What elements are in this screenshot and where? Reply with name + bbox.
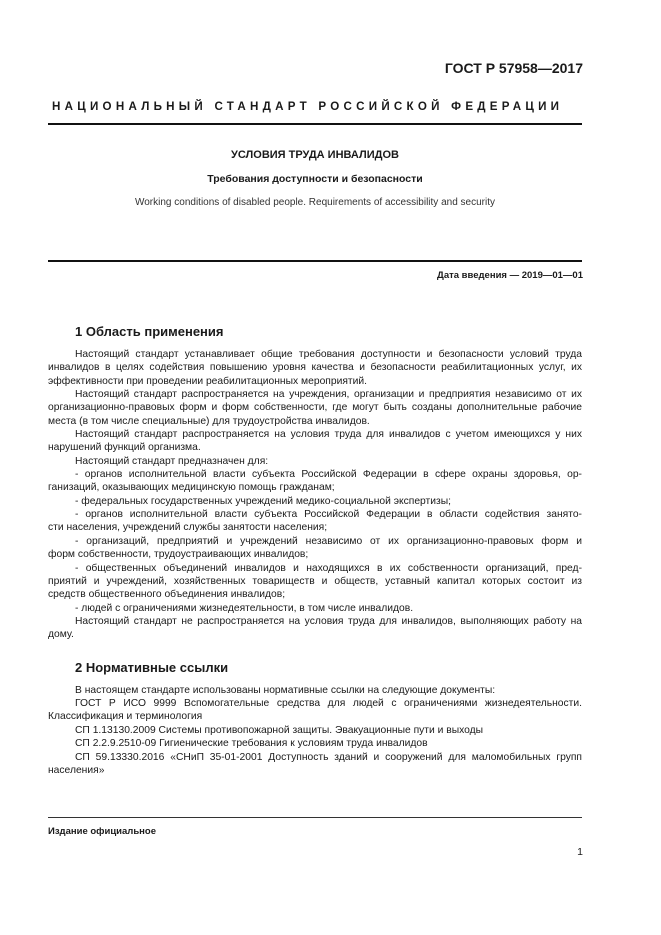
list-item: - органов исполнительной власти субъекта Российской Федерации в области содействия занято- [75, 509, 582, 520]
section-1-heading: 1 Область применения [75, 324, 224, 339]
reference-item: СП 1.13130.2009 Системы противопожарной защиты. Эвакуационные пути и выходы [75, 725, 484, 736]
section-2-heading: 2 Нормативные ссылки [75, 660, 229, 675]
top-rule [48, 123, 582, 125]
document-code: ГОСТ Р 57958—2017 [444, 60, 583, 76]
reference-item: ГОСТ Р ИСО 9999 Вспомогательные средства для людей с ограничениями жизнедеятельности. Классификация и терминология [48, 698, 582, 723]
scope-paragraph-5: Настоящий стандарт не распространяется на условия труда для инвалидов, выполняющих работу на дому. [48, 616, 582, 641]
scope-paragraph-1: Настоящий стандарт устанавливает общие требования доступности и безопасности условий труда инвалидов в целях содействия повышению уровня качества и безопасности реабилитационных услуг, их эффективности при проведении реабилитационных мероприятий. [48, 349, 582, 387]
official-edition-label: Издание официальное [48, 826, 156, 837]
scope-paragraph-3: Настоящий стандарт распространяется на условия труда для инвалидов с учетом имеющихся у них нарушений функций организма. [48, 429, 582, 454]
scope-paragraph-2: Настоящий стандарт распространяется на учреждения, организации и предприятия независимо от их организационно-правовых форм и форм собственности, где могут быть созданы дополнительные рабочие места (в том числе специальные) для трудоустройства инвалидов. [48, 389, 582, 427]
standard-title: НАЦИОНАЛЬНЫЙ СТАНДАРТ РОССИЙСКОЙ ФЕДЕРАЦИИ [52, 100, 564, 113]
reference-item: СП 2.2.9.2510-09 Гигиенические требования к условиям труда инвалидов [75, 738, 428, 749]
footer-rule [48, 817, 582, 818]
list-item-continuation: ганизаций, оказывающих медицинскую помощь гражданам; [48, 482, 335, 493]
reference-item: СП 59.13330.2016 «СНиП 35-01-2001 Доступность зданий и сооружений для маломобильных групп населения» [48, 752, 582, 777]
page-number: 1 [577, 846, 583, 858]
list-item: - федеральных государственных учреждений медико-социальной экспертизы; [75, 496, 452, 507]
list-item: - людей с ограничениями жизнедеятельности, в том числе инвалидов. [75, 603, 414, 614]
document-subtitle: Требования доступности и безопасности [207, 173, 423, 185]
list-item: - организаций, предприятий и учреждений независимо от их организационно-правовых форм и [75, 536, 582, 547]
title-divider [48, 260, 582, 262]
scope-paragraph-4: Настоящий стандарт предназначен для: [75, 456, 269, 467]
list-item-continuation: приятий и учреждений, хозяйственных товариществ и обществ, уставный капитал которых состоит из [48, 576, 582, 587]
references-intro: В настоящем стандарте использованы нормативные ссылки на следующие документы: [75, 685, 496, 696]
list-item-continuation: сти населения, учреждений службы занятости населения; [48, 522, 328, 533]
document-title: УСЛОВИЯ ТРУДА ИНВАЛИДОВ [231, 149, 399, 161]
english-title: Working conditions of disabled people. Requirements of accessibility and security [134, 197, 495, 208]
list-item: - органов исполнительной власти субъекта Российской Федерации в сфере охраны здоровья, ор- [75, 469, 582, 480]
list-item-continuation: форм собственности, трудоустраивающих инвалидов; [48, 549, 309, 560]
introduction-date: Дата введения — 2019—01—01 [437, 270, 583, 281]
list-item-continuation: средств общественного объединения инвалидов; [48, 589, 286, 600]
list-item: - общественных объединений инвалидов и находящихся в их собственности организаций, пред- [75, 563, 582, 574]
